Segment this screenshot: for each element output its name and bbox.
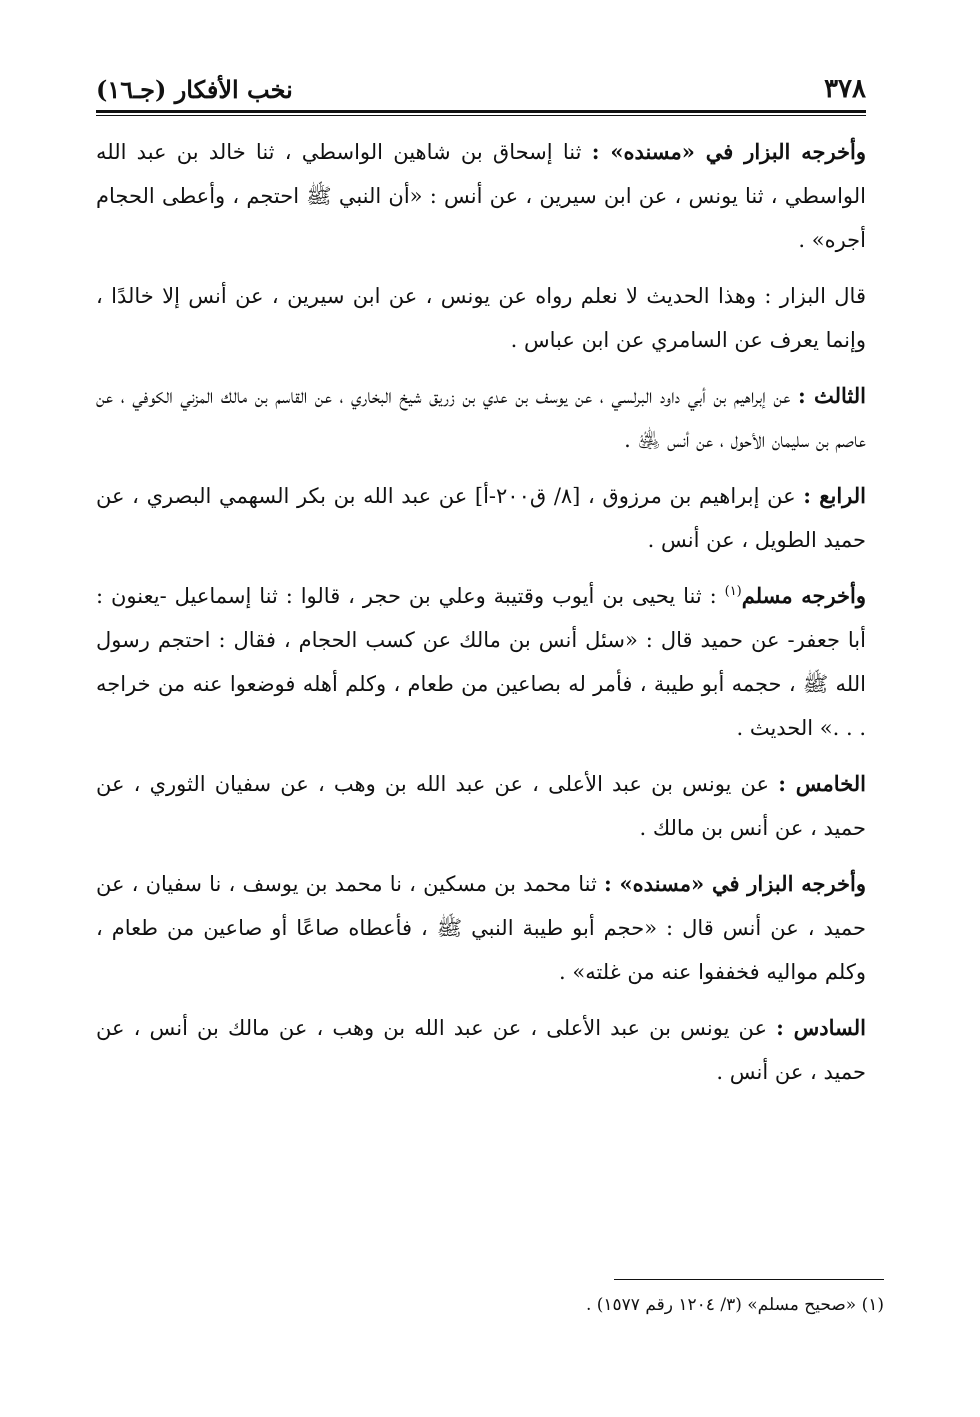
paragraph-text: عن يونس بن عبد الأعلى ، عن عبد الله بن وهب ، عن مالك بن أنس ، عن حميد ، عن أنس . [96,1016,866,1084]
paragraph [96,1006,866,1094]
paragraph [96,374,866,462]
paragraph [96,862,866,994]
paragraph [96,274,866,362]
paragraph-text: قال البزار : وهذا الحديث لا نعلم رواه عن يونس ، عن ابن سيرين ، عن أنس إلا خالدًا ، وإنما يعرف عن السامري عن ابن عباس . [96,284,866,352]
paragraph-lead: وأخرجه البزار في «مسنده» : [604,871,866,896]
header-rule [96,110,866,116]
book-page [96,60,866,1106]
page-header [96,60,866,104]
footnote: (١) «صحيح مسلم» (٣/ ١٢٠٤ رقم ١٥٧٧) . [585,1295,884,1315]
paragraph-lead: السادس : [776,1015,866,1040]
paragraph-lead: الخامس : [778,771,866,796]
paragraph-text: عن إبراهيم بن أبي داود البرلسي ، عن يوسف بن عدي بن زريق شيخ البخاري ، عن القاسم بن مالك المزني الكوفي ، عن عاصم بن سليمان الأحول ، عن أنس ﵁ . [96,384,866,452]
paragraph-lead: وأخرجه البزار في «مسنده» : [591,139,866,164]
paragraph-text: ثنا محمد بن مسكين ، نا محمد بن يوسف ، نا سفيان ، عن حميد ، عن أنس قال : «حجم أبو طيبة النبي ﷺ ، فأعطاه صاعًا أو صاعين من طعام ، وكلم مواليه فخففوا عنه من غلته» . [96,872,866,984]
paragraph-text: : ثنا يحيى بن أيوب وقتيبة وعلي بن حجر ، قالوا : ثنا إسماعيل -يعنون : أبا جعفر- عن حميد قال : «سئل أنس بن مالك عن كسب الحجام ، فقال : احتجم رسول الله ﷺ ، حجمه أبو طيبة ، فأمر له بصاعين من طعام ، وكلم أهله فوضعوا عنه من خراجه . . .» الحديث . [96,584,866,740]
paragraph [96,574,866,750]
paragraph [96,130,866,262]
paragraph-text: ثنا إسحاق بن شاهين الواسطي ، ثنا خالد بن عبد الله الواسطي ، ثنا يونس ، عن ابن سيرين ، عن أنس : «أن النبي ﷺ احتجم ، وأعطى الحجام أجره» . [96,140,866,252]
footnote-rule [614,1279,884,1280]
paragraph-lead: وأخرجه مسلم [741,583,866,608]
paragraph-lead: الثالث : [798,383,866,408]
running-title: نخب الأفكار (جـ١٦) [96,75,293,104]
page-number: ٣٧٨ [824,74,866,104]
paragraph-text: عن يونس بن عبد الأعلى ، عن عبد الله بن وهب ، عن سفيان الثوري ، عن حميد ، عن أنس بن مالك . [96,772,866,840]
footnote-marker[interactable]: (١) [724,584,742,599]
paragraph-text: عن إبراهيم بن مرزوق ، [٨/ ق٢٠٠-أ] عن عبد الله بن بكر السهمي البصري ، عن حميد الطويل ، عن أنس . [96,484,866,552]
paragraph-lead: الرابع : [803,483,866,508]
paragraph [96,474,866,562]
paragraph [96,762,866,850]
